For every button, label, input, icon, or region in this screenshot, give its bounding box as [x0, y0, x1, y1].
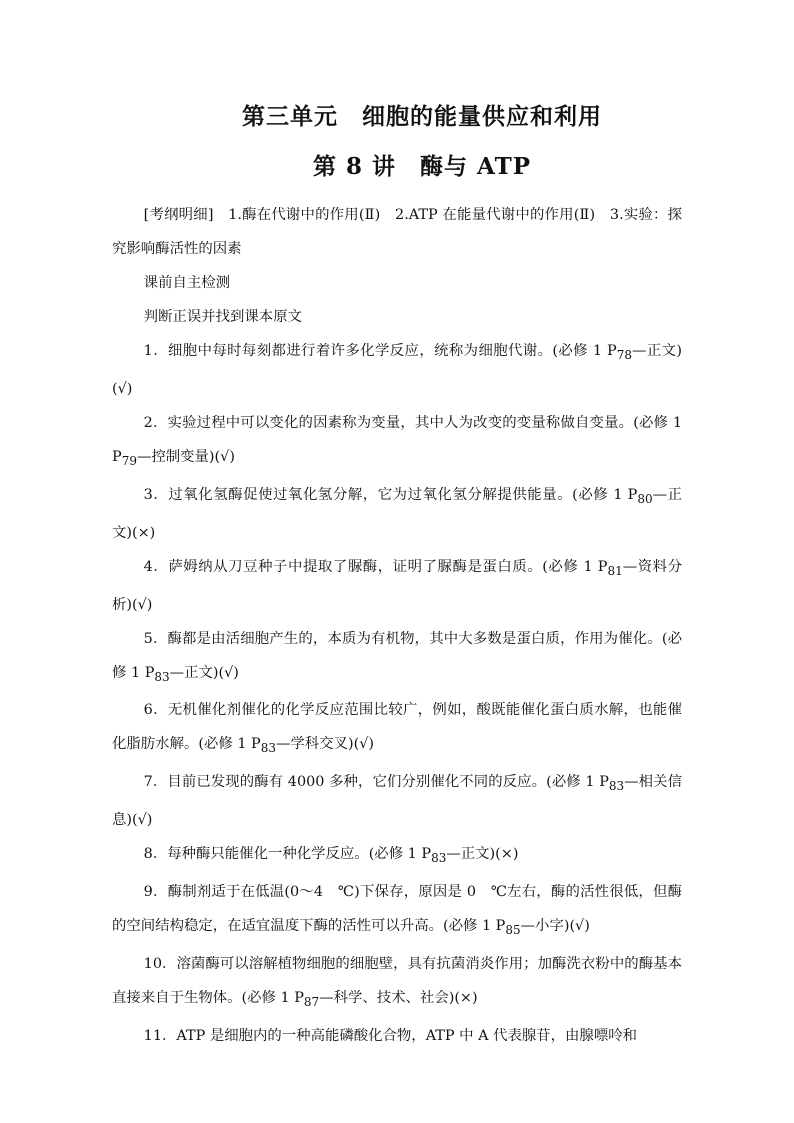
list-item: 3．过氧化氢酶促使过氧化氢分解，它为过氧化氢分解提供能量。(必修 1 $P_{80}—$正文)(×) [112, 486, 682, 541]
list-item: 1．细胞中每时每刻都进行着许多化学反应，统称为细胞代谢。(必修 1 $P_{78}—$正文)(√) [112, 343, 682, 397]
list-item: 2．实验过程中可以变化的因素称为变量，其中人为改变的变量称做自变量。(必修 1 $P_{79}—$控制变量)(√) [112, 414, 682, 468]
list-item: 10．溶菌酶可以溶解植物细胞的细胞壁，具有抗菌消炎作用；加酶洗衣粉中的酶基本直接来自于生物体。(必修 1 $P_{87}—$科学、技术、社会)(×) [112, 955, 682, 1009]
document-body [112, 198, 682, 1057]
instruction-line: 判断正误并找到课本原文 [143, 309, 302, 325]
section-heading: 课前自主检测 [143, 275, 231, 291]
exam-outline: [考纲明细] 1.酶在代谢中的作用(Ⅱ) 2.ATP 在能量代谢中的作用(Ⅱ) 3.实验：探究影响酶活性的因素 [112, 207, 682, 257]
list-item: 8．每种酶只能催化一种化学反应。(必修 1 $P_{83}—$正文)(×) [143, 846, 519, 865]
list-item: 6．无机催化剂催化的化学反应范围比较广，例如，酸既能催化蛋白质水解，也能催化脂肪水解。(必修 1 $P_{83}—$学科交叉)(√) [112, 702, 682, 756]
unit-title: 第三单元 细胞的能量供应和利用 [242, 103, 602, 130]
list-item: 11．ATP 是细胞内的一种高能磷酸化合物，ATP 中 A 代表腺苷，由腺嘌呤和 [143, 1027, 637, 1044]
list-item: 7．目前已发现的酶有 4000 多种，它们分别催化不同的反应。(必修 1 $P_{83}—$相关信息)(√) [112, 774, 682, 829]
list-item: 5．酶都是由活细胞产生的，本质为有机物，其中大多数是蛋白质，作用为催化。(必修 1 $P_{83}—$正文)(√) [112, 630, 682, 684]
list-item: 4．萨姆纳从刀豆种子中提取了脲酶，证明了脲酶是蛋白质。(必修 1 $P_{81}—$资料分析)(√) [112, 558, 682, 613]
list-item: 9．酶制剂适于在低温(0～4 ℃)下保存，原因是 0 ℃左右，酶的活性很低，但酶的空间结构稳定，在适宜温度下酶的活性可以升高。(必修 1 $P_{85}—$小字)(√) [112, 884, 682, 937]
lesson-title: 第 8 讲 酶与 ATP [312, 153, 532, 180]
